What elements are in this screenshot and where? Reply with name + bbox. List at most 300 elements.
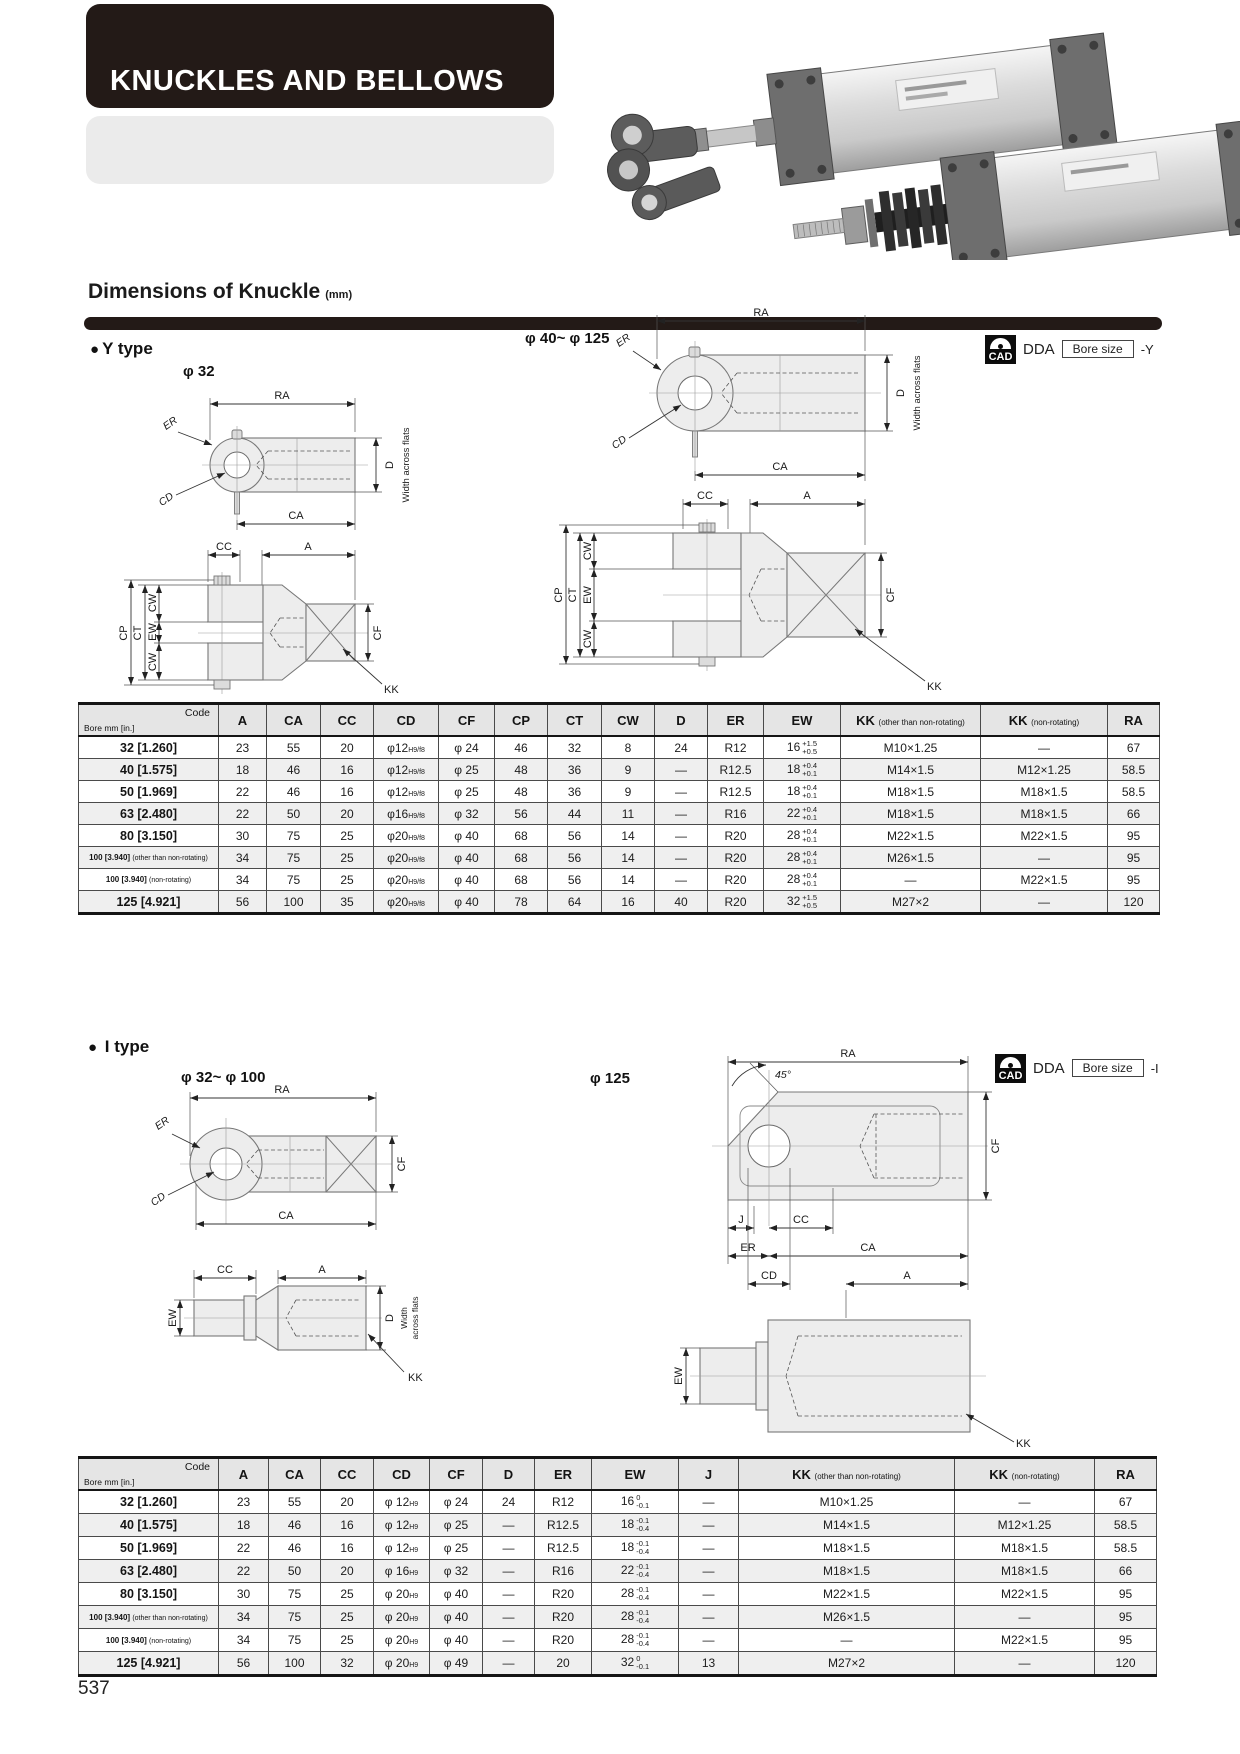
table-cell: 28 -0.1 -0.4 xyxy=(592,1583,679,1606)
dim-label-d: D xyxy=(384,461,396,469)
dim-label-ew: EW xyxy=(147,623,159,641)
table-cell: R12.5 xyxy=(708,781,764,803)
i-type-label: I type xyxy=(104,1037,150,1056)
dim-label-cd: CD xyxy=(148,1190,168,1209)
column-header: CA xyxy=(267,704,321,737)
table-cell: 25 xyxy=(321,1606,374,1629)
i-size-left-label: φ 32~ φ 100 xyxy=(181,1069,266,1086)
dim-label-ra: RA xyxy=(274,390,290,402)
table-cell: — xyxy=(483,1583,535,1606)
table-cell: 8 xyxy=(602,736,655,759)
corner-bore-label: Bore mm [in.] xyxy=(84,1477,135,1487)
table-cell: — xyxy=(679,1490,739,1514)
table-cell: 30 xyxy=(219,1583,269,1606)
table-cell: 46 xyxy=(495,736,548,759)
table-cell: M22×1.5 xyxy=(841,825,981,847)
table-cell: 35 xyxy=(321,891,374,914)
column-header: A xyxy=(219,1458,269,1491)
table-cell: 16 xyxy=(321,1514,374,1537)
table-cell: φ 25 xyxy=(439,781,495,803)
dim-label-cc: CC xyxy=(217,1264,233,1276)
table-row xyxy=(79,759,1160,781)
table-cell: 75 xyxy=(267,825,321,847)
table-cell: φ 20H9 xyxy=(374,1606,430,1629)
table-cell: M22×1.5 xyxy=(739,1583,955,1606)
table-cell: — xyxy=(483,1629,535,1652)
table-cell: 46 xyxy=(269,1514,321,1537)
table-cell: 16 xyxy=(602,891,655,914)
table-cell: 32 0 -0.1 xyxy=(592,1652,679,1676)
table-row xyxy=(79,1514,1157,1537)
table-cell: 50 xyxy=(269,1560,321,1583)
column-header: KK (other than non-rotating) xyxy=(739,1458,955,1491)
table-cell: φ 40 xyxy=(439,891,495,914)
table-row xyxy=(79,1652,1157,1676)
dim-label-er: ER xyxy=(740,1242,756,1254)
table-cell: — xyxy=(955,1490,1095,1514)
dim-label-width-across-flats: Width across flats xyxy=(401,427,412,503)
row-header: 63 [2.480] xyxy=(79,1560,219,1583)
row-header: 50 [1.969] xyxy=(79,1537,219,1560)
dim-label-ca: CA xyxy=(772,461,788,473)
table-cell: 30 xyxy=(219,825,267,847)
dim-label-cc: CC xyxy=(216,541,232,553)
table-cell: — xyxy=(483,1537,535,1560)
table-cell: 68 xyxy=(495,825,548,847)
table-cell: 75 xyxy=(269,1606,321,1629)
table-cell: M26×1.5 xyxy=(739,1606,955,1629)
row-header: 50 [1.969] xyxy=(79,781,219,803)
table-cell: 36 xyxy=(548,781,602,803)
row-header: 100 [3.940] (non-rotating) xyxy=(79,869,219,891)
bore-size-box: Bore size xyxy=(1062,340,1134,358)
table-row xyxy=(79,781,1160,803)
table-cell: 18 +0.4 +0.1 xyxy=(764,759,841,781)
table-cell: 120 xyxy=(1095,1652,1157,1676)
table-cell: 75 xyxy=(269,1583,321,1606)
table-cell: R16 xyxy=(535,1560,592,1583)
dim-label-cd: CD xyxy=(156,490,176,509)
drawing-shapes xyxy=(168,1092,404,1372)
table-cell: — xyxy=(655,803,708,825)
column-header: D xyxy=(655,704,708,737)
table-cell: φ20H9/f8 xyxy=(374,869,439,891)
table-cell: 25 xyxy=(321,869,374,891)
i-size-right-label: φ 125 xyxy=(590,1070,630,1087)
table-cell: 16 0 -0.1 xyxy=(592,1490,679,1514)
table-cell: 36 xyxy=(548,759,602,781)
table-cell: 75 xyxy=(267,869,321,891)
column-header: CT xyxy=(548,704,602,737)
table-cell: 18 -0.1 -0.4 xyxy=(592,1537,679,1560)
table-cell: — xyxy=(955,1652,1095,1676)
table-cell: — xyxy=(739,1629,955,1652)
row-header: 125 [4.921] xyxy=(79,1652,219,1676)
table-cell: — xyxy=(483,1652,535,1676)
table-cell: 32 xyxy=(321,1652,374,1676)
dim-label-cf: CF xyxy=(885,587,897,603)
section-title: Dimensions of Knuckle xyxy=(88,280,321,303)
table-cell: φ 40 xyxy=(430,1583,483,1606)
column-header: D xyxy=(483,1458,535,1491)
column-header: CC xyxy=(321,1458,374,1491)
table-cell: φ 40 xyxy=(439,825,495,847)
row-header: 100 [3.940] (other than non-rotating) xyxy=(79,1606,219,1629)
table-cell: M10×1.25 xyxy=(739,1490,955,1514)
table-cell: 22 xyxy=(219,781,267,803)
table-cell: 23 xyxy=(219,736,267,759)
column-header: ER xyxy=(708,704,764,737)
dim-label-ew: EW xyxy=(673,1367,685,1385)
dim-label-ew: EW xyxy=(582,586,594,604)
column-header: CP xyxy=(495,704,548,737)
table-cell: M18×1.5 xyxy=(955,1537,1095,1560)
table-cell: φ 20H9 xyxy=(374,1652,430,1676)
table-row xyxy=(79,803,1160,825)
row-header: 125 [4.921] xyxy=(79,891,219,914)
y-knuckle-diagram-small xyxy=(110,352,510,697)
table-cell: 22 -0.1 -0.4 xyxy=(592,1560,679,1583)
table-cell: φ 49 xyxy=(430,1652,483,1676)
table-cell: 64 xyxy=(548,891,602,914)
table-cell: 95 xyxy=(1095,1583,1157,1606)
table-cell: 50 xyxy=(267,803,321,825)
dim-label-45deg: 45° xyxy=(775,1069,791,1081)
dim-label-a: A xyxy=(318,1264,326,1276)
table-cell: 22 xyxy=(219,1560,269,1583)
table-cell: 58.5 xyxy=(1108,781,1160,803)
table-cell: 66 xyxy=(1095,1560,1157,1583)
y-dimension-table xyxy=(78,702,1160,915)
dim-label-width: Width xyxy=(399,1307,409,1329)
bullet-icon: ● xyxy=(88,1039,98,1056)
table-cell: 34 xyxy=(219,847,267,869)
table-cell: φ12H9/f8 xyxy=(374,781,439,803)
table-cell: 58.5 xyxy=(1108,759,1160,781)
table-cell: 68 xyxy=(495,869,548,891)
bore-size-box: Bore size xyxy=(1072,1059,1144,1077)
table-row xyxy=(79,869,1160,891)
table-cell: — xyxy=(655,781,708,803)
table-cell: 67 xyxy=(1095,1490,1157,1514)
table-cell: M14×1.5 xyxy=(841,759,981,781)
row-header: 32 [1.260] xyxy=(79,1490,219,1514)
table-header-row xyxy=(79,704,1160,737)
i-dimension-table xyxy=(78,1456,1157,1677)
dim-label-er: ER xyxy=(160,414,180,433)
table-cell: 34 xyxy=(219,869,267,891)
table-cell: φ 32 xyxy=(439,803,495,825)
table-cell: 95 xyxy=(1108,825,1160,847)
table-cell: M10×1.25 xyxy=(841,736,981,759)
row-header: 32 [1.260] xyxy=(79,736,219,759)
table-cell: M18×1.5 xyxy=(981,803,1108,825)
table-cell: M22×1.5 xyxy=(955,1583,1095,1606)
table-cell: 46 xyxy=(267,781,321,803)
table-cell: — xyxy=(483,1560,535,1583)
row-header: 40 [1.575] xyxy=(79,759,219,781)
column-header: CD xyxy=(374,1458,430,1491)
table-cell: 68 xyxy=(495,847,548,869)
table-cell: M12×1.25 xyxy=(955,1514,1095,1537)
table-cell: 22 +0.4 +0.1 xyxy=(764,803,841,825)
drawing-shapes xyxy=(124,398,382,694)
table-cell: φ20H9/f8 xyxy=(374,825,439,847)
table-cell: 56 xyxy=(219,1652,269,1676)
column-header: EW xyxy=(592,1458,679,1491)
table-cell: R20 xyxy=(708,891,764,914)
table-cell: φ 40 xyxy=(430,1629,483,1652)
cad-icon-label: CAD xyxy=(988,350,1013,363)
column-header: KK (non-rotating) xyxy=(981,704,1108,737)
table-cell: 25 xyxy=(321,825,374,847)
table-cell: 24 xyxy=(655,736,708,759)
table-cell: — xyxy=(655,869,708,891)
corner-header xyxy=(79,704,219,737)
dim-label-cp: CP xyxy=(553,587,565,603)
table-cell: M18×1.5 xyxy=(739,1560,955,1583)
table-cell: 44 xyxy=(548,803,602,825)
table-cell: 100 xyxy=(269,1652,321,1676)
section-unit: (mm) xyxy=(325,289,353,301)
table-cell: R20 xyxy=(535,1629,592,1652)
row-header: 80 [3.150] xyxy=(79,1583,219,1606)
table-cell: 56 xyxy=(495,803,548,825)
table-cell: 23 xyxy=(219,1490,269,1514)
row-header: 63 [2.480] xyxy=(79,803,219,825)
dim-label-kk: KK xyxy=(1016,1438,1031,1450)
table-cell: 20 xyxy=(321,803,374,825)
table-cell: 67 xyxy=(1108,736,1160,759)
dim-label-cc: CC xyxy=(697,490,713,502)
column-header: J xyxy=(679,1458,739,1491)
dim-label-width-across-flats: Width across flats xyxy=(912,355,923,431)
dim-label-kk: KK xyxy=(927,681,942,693)
table-cell: 28 +0.4 +0.1 xyxy=(764,847,841,869)
column-header: CD xyxy=(374,704,439,737)
table-cell: R12.5 xyxy=(535,1514,592,1537)
table-cell: 46 xyxy=(269,1537,321,1560)
table-cell: M18×1.5 xyxy=(981,781,1108,803)
table-cell: 55 xyxy=(267,736,321,759)
table-cell: 75 xyxy=(267,847,321,869)
table-cell: 58.5 xyxy=(1095,1514,1157,1537)
table-cell: M27×2 xyxy=(841,891,981,914)
table-cell: φ20H9/f8 xyxy=(374,847,439,869)
table-cell: φ 25 xyxy=(439,759,495,781)
dim-label-ct: CT xyxy=(132,625,144,641)
table-cell: R12.5 xyxy=(535,1537,592,1560)
table-cell: 18 xyxy=(219,1514,269,1537)
table-row xyxy=(79,891,1160,914)
i-knuckle-diagram-large xyxy=(636,1018,1206,1450)
table-cell: 34 xyxy=(219,1629,269,1652)
table-cell: 24 xyxy=(483,1490,535,1514)
dim-label-d: D xyxy=(895,389,907,397)
i-knuckle-diagram-small xyxy=(130,1072,560,1417)
corner-header xyxy=(79,1458,219,1491)
table-cell: — xyxy=(679,1606,739,1629)
table-cell: 20 xyxy=(535,1652,592,1676)
dim-label-ca: CA xyxy=(288,510,304,522)
series-code: DDA xyxy=(1033,1059,1065,1077)
table-cell: 56 xyxy=(548,847,602,869)
dim-label-cd: CD xyxy=(609,433,629,452)
table-cell: M18×1.5 xyxy=(841,781,981,803)
dim-label-cw: CW xyxy=(582,541,594,561)
dim-label-cp: CP xyxy=(118,625,130,641)
y-size-right-label: φ 40~ φ 125 xyxy=(525,330,610,347)
dim-label-ca: CA xyxy=(278,1210,294,1222)
table-cell: 20 xyxy=(321,736,374,759)
table-cell: R12 xyxy=(708,736,764,759)
column-header: CC xyxy=(321,704,374,737)
table-cell: φ 40 xyxy=(430,1606,483,1629)
table-row xyxy=(79,736,1160,759)
table-cell: φ20H9/f8 xyxy=(374,891,439,914)
table-cell: φ 24 xyxy=(439,736,495,759)
table-cell: R16 xyxy=(708,803,764,825)
table-cell: — xyxy=(483,1606,535,1629)
table-cell: 22 xyxy=(219,803,267,825)
dim-label-a: A xyxy=(903,1270,911,1282)
dim-label-cw: CW xyxy=(147,652,159,672)
dim-label-cf: CF xyxy=(372,625,384,641)
dim-label-ra: RA xyxy=(753,307,769,319)
table-cell: 48 xyxy=(495,759,548,781)
table-cell: M18×1.5 xyxy=(955,1560,1095,1583)
table-cell: R20 xyxy=(708,847,764,869)
table-cell: φ 12H9 xyxy=(374,1537,430,1560)
row-header: 100 [3.940] (other than non-rotating) xyxy=(79,847,219,869)
table-cell: M22×1.5 xyxy=(981,825,1108,847)
table-cell: — xyxy=(981,847,1108,869)
table-cell: 100 xyxy=(267,891,321,914)
cad-badge-y xyxy=(985,334,1154,364)
column-header: CF xyxy=(430,1458,483,1491)
table-cell: 25 xyxy=(321,1629,374,1652)
dim-label-across-flats: across flats xyxy=(410,1296,420,1340)
table-cell: 56 xyxy=(219,891,267,914)
table-cell: 16 xyxy=(321,1537,374,1560)
table-cell: φ 16H9 xyxy=(374,1560,430,1583)
table-cell: — xyxy=(981,891,1108,914)
table-cell: 18 +0.4 +0.1 xyxy=(764,781,841,803)
table-cell: M18×1.5 xyxy=(841,803,981,825)
table-cell: 9 xyxy=(602,781,655,803)
table-cell: M27×2 xyxy=(739,1652,955,1676)
table-cell: M12×1.25 xyxy=(981,759,1108,781)
drawing-shapes xyxy=(680,1056,1014,1442)
table-cell: — xyxy=(981,736,1108,759)
table-cell: M14×1.5 xyxy=(739,1514,955,1537)
corner-code-label: Code xyxy=(184,707,210,719)
table-cell: 55 xyxy=(269,1490,321,1514)
table-cell: — xyxy=(655,759,708,781)
page-title: KNUCKLES AND BELLOWS xyxy=(110,65,504,97)
product-photo xyxy=(540,10,1240,260)
table-cell: — xyxy=(483,1514,535,1537)
dim-label-cf: CF xyxy=(990,1138,1002,1154)
dim-label-kk: KK xyxy=(408,1372,423,1384)
table-cell: R20 xyxy=(708,869,764,891)
table-cell: — xyxy=(679,1514,739,1537)
table-cell: R20 xyxy=(535,1583,592,1606)
dim-label-a: A xyxy=(803,490,811,502)
dim-label-ew: EW xyxy=(167,1309,179,1327)
table-cell: — xyxy=(679,1583,739,1606)
table-cell: 56 xyxy=(548,869,602,891)
table-cell: 14 xyxy=(602,847,655,869)
series-code: DDA xyxy=(1023,340,1055,358)
table-cell: M22×1.5 xyxy=(955,1629,1095,1652)
table-cell: 95 xyxy=(1095,1629,1157,1652)
row-header: 40 [1.575] xyxy=(79,1514,219,1537)
column-header: KK (non-rotating) xyxy=(955,1458,1095,1491)
table-row xyxy=(79,1490,1157,1514)
table-cell: φ16H9/f8 xyxy=(374,803,439,825)
y-size-left-label: φ 32 xyxy=(183,363,215,380)
dim-label-a: A xyxy=(304,541,312,553)
table-cell: 14 xyxy=(602,869,655,891)
column-header: EW xyxy=(764,704,841,737)
table-cell: φ 12H9 xyxy=(374,1514,430,1537)
table-cell: 56 xyxy=(548,825,602,847)
table-cell: 28 +0.4 +0.1 xyxy=(764,825,841,847)
section-heading xyxy=(88,280,352,304)
table-cell: 78 xyxy=(495,891,548,914)
page-number: 537 xyxy=(78,1678,110,1699)
dim-label-ra: RA xyxy=(274,1084,290,1096)
corner-bore-label: Bore mm [in.] xyxy=(84,723,135,733)
table-cell: R12 xyxy=(535,1490,592,1514)
table-cell: M26×1.5 xyxy=(841,847,981,869)
column-header: RA xyxy=(1108,704,1160,737)
table-cell: M22×1.5 xyxy=(981,869,1108,891)
table-cell: φ 40 xyxy=(439,869,495,891)
table-cell: 95 xyxy=(1095,1606,1157,1629)
table-cell: — xyxy=(655,847,708,869)
dim-label-cw: CW xyxy=(582,629,594,649)
table-cell: 14 xyxy=(602,825,655,847)
dim-label-cc: CC xyxy=(793,1214,809,1226)
table-cell: — xyxy=(679,1537,739,1560)
subtitle-bar xyxy=(86,116,554,184)
table-cell: 18 xyxy=(219,759,267,781)
table-cell: 22 xyxy=(219,1537,269,1560)
table-cell: 20 xyxy=(321,1560,374,1583)
column-header: KK (other than non-rotating) xyxy=(841,704,981,737)
table-cell: R20 xyxy=(535,1606,592,1629)
table-cell: 46 xyxy=(267,759,321,781)
table-row xyxy=(79,1629,1157,1652)
table-cell: 28 -0.1 -0.4 xyxy=(592,1629,679,1652)
i-type-heading xyxy=(88,1037,149,1057)
table-cell: 120 xyxy=(1108,891,1160,914)
corner-code-label: Code xyxy=(184,1461,210,1473)
table-cell: 66 xyxy=(1108,803,1160,825)
column-header: CF xyxy=(439,704,495,737)
table-cell: φ 32 xyxy=(430,1560,483,1583)
type-suffix: -Y xyxy=(1140,341,1154,357)
column-header: A xyxy=(219,704,267,737)
row-header: 80 [3.150] xyxy=(79,825,219,847)
column-header: CA xyxy=(269,1458,321,1491)
table-cell: 58.5 xyxy=(1095,1537,1157,1560)
table-cell: 28 +0.4 +0.1 xyxy=(764,869,841,891)
table-row xyxy=(79,1606,1157,1629)
table-cell: φ12H9/f8 xyxy=(374,736,439,759)
